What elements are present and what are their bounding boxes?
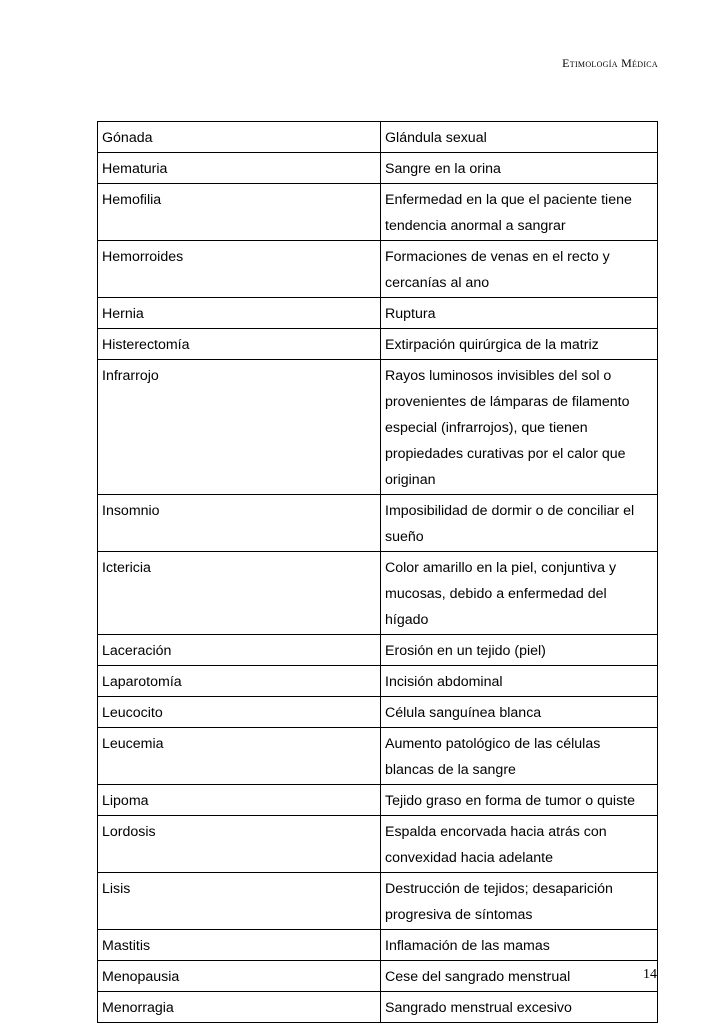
definition-cell: Inflamación de las mamas [381, 930, 658, 961]
definition-cell: Aumento patológico de las células blancas de la sangre [381, 728, 658, 785]
glossary-body [98, 122, 658, 1023]
page-header [562, 56, 658, 71]
glossary-table [97, 121, 658, 1023]
definition-cell: Enfermedad en la que el paciente tiene tendencia anormal a sangrar [381, 184, 658, 241]
term-cell: Hemofilia [98, 184, 381, 241]
definition-cell: Destrucción de tejidos; desaparición progresiva de síntomas [381, 873, 658, 930]
table-row [98, 122, 658, 153]
definition-cell: Imposibilidad de dormir o de conciliar el sueño [381, 495, 658, 552]
definition-cell: Glándula sexual [381, 122, 658, 153]
term-cell: Infrarrojo [98, 360, 381, 495]
table-row [98, 992, 658, 1023]
definition-cell: Color amarillo en la piel, conjuntiva y mucosas, debido a enfermedad del hígado [381, 552, 658, 635]
definition-cell: Rayos luminosos invisibles del sol o provenientes de lámparas de filamento especial (infrarrojos), que tienen propiedades curativas por el calor que originan [381, 360, 658, 495]
table-row [98, 329, 658, 360]
definition-cell: Cese del sangrado menstrual [381, 961, 658, 992]
term-cell: Lisis [98, 873, 381, 930]
table-row [98, 298, 658, 329]
table-row [98, 930, 658, 961]
definition-cell: Extirpación quirúrgica de la matriz [381, 329, 658, 360]
table-row [98, 666, 658, 697]
definition-cell: Ruptura [381, 298, 658, 329]
table-row [98, 153, 658, 184]
table-row [98, 635, 658, 666]
table-row [98, 816, 658, 873]
term-cell: Hemorroides [98, 241, 381, 298]
table-row [98, 360, 658, 495]
term-cell: Lordosis [98, 816, 381, 873]
term-cell: Leucocito [98, 697, 381, 728]
table-row [98, 785, 658, 816]
term-cell: Lipoma [98, 785, 381, 816]
page-number: 14 [643, 967, 657, 982]
term-cell: Leucemia [98, 728, 381, 785]
term-cell: Menopausia [98, 961, 381, 992]
definition-cell: Incisión abdominal [381, 666, 658, 697]
table-row [98, 697, 658, 728]
table-row [98, 552, 658, 635]
definition-cell: Célula sanguínea blanca [381, 697, 658, 728]
header-title: Etimología Médica [562, 56, 658, 70]
term-cell: Gónada [98, 122, 381, 153]
definition-cell: Sangre en la orina [381, 153, 658, 184]
table-row [98, 184, 658, 241]
term-cell: Ictericia [98, 552, 381, 635]
table-row [98, 495, 658, 552]
definition-cell: Erosión en un tejido (piel) [381, 635, 658, 666]
definition-cell: Formaciones de venas en el recto y cercanías al ano [381, 241, 658, 298]
definition-cell: Sangrado menstrual excesivo [381, 992, 658, 1023]
term-cell: Hematuria [98, 153, 381, 184]
definition-cell: Tejido graso en forma de tumor o quiste [381, 785, 658, 816]
term-cell: Laparotomía [98, 666, 381, 697]
table-row [98, 728, 658, 785]
table-row [98, 873, 658, 930]
term-cell: Menorragia [98, 992, 381, 1023]
term-cell: Mastitis [98, 930, 381, 961]
definition-cell: Espalda encorvada hacia atrás con convexidad hacia adelante [381, 816, 658, 873]
term-cell: Laceración [98, 635, 381, 666]
term-cell: Histerectomía [98, 329, 381, 360]
table-row [98, 961, 658, 992]
term-cell: Insomnio [98, 495, 381, 552]
term-cell: Hernia [98, 298, 381, 329]
table-row [98, 241, 658, 298]
